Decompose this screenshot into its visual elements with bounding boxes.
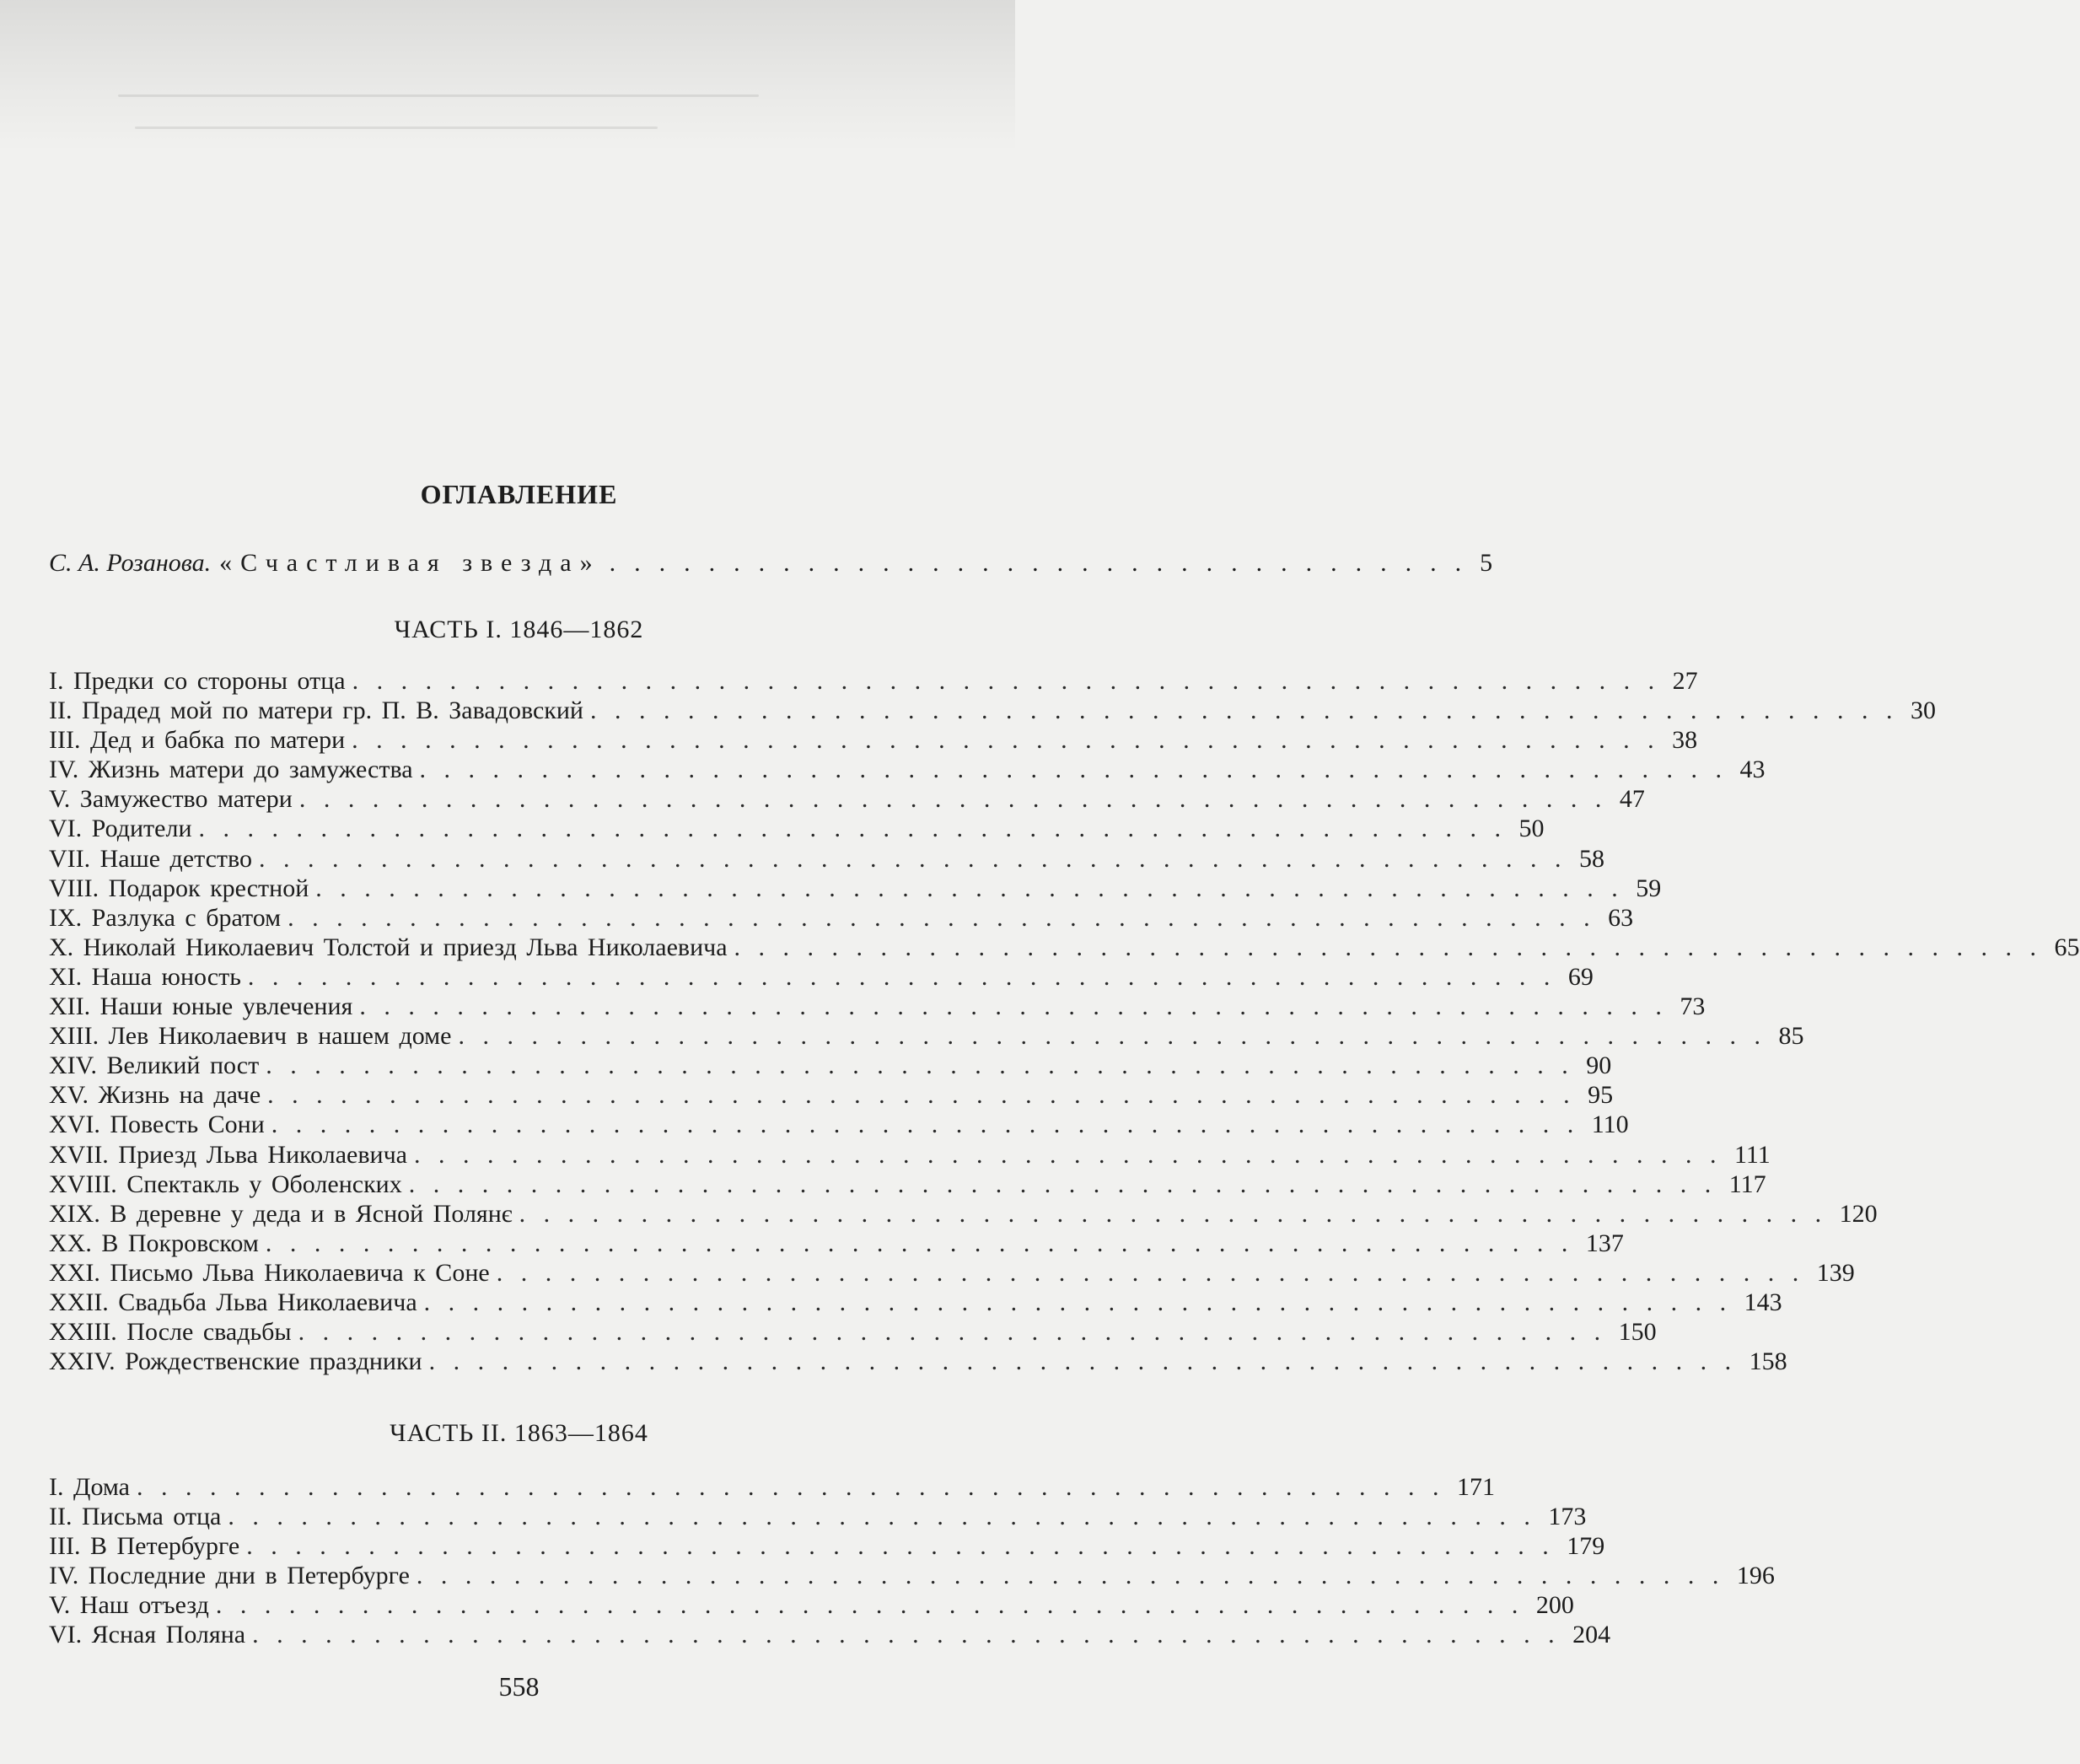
chapter-page-number: 65 xyxy=(2054,933,2080,961)
dot-leader: ...................................................... xyxy=(267,1081,1588,1110)
bleed-through-shadow xyxy=(0,0,1015,152)
toc-entry[interactable] xyxy=(49,1561,1775,1590)
dot-leader: ...................................................... xyxy=(352,726,1673,755)
chapter-title: IV. Последние дни в Петербурге xyxy=(49,1562,410,1590)
dot-leader: ...................................................... xyxy=(428,1347,1749,1376)
toc-entry[interactable] xyxy=(49,1110,1629,1139)
dot-leader: ...................................................... xyxy=(246,1532,1567,1561)
toc-entry[interactable] xyxy=(49,1170,1766,1199)
toc-title: ОГЛАВЛЕНИЕ xyxy=(420,479,618,509)
part-2-heading: ЧАСТЬ II. 1863—1864 xyxy=(390,1419,648,1447)
dot-leader: ...................................................... xyxy=(266,1051,1587,1080)
dot-leader: ...................................................... xyxy=(271,1111,1592,1139)
page-number: 558 xyxy=(498,1671,540,1702)
dot-leader: ...................................................... xyxy=(298,785,1620,814)
toc-entry[interactable] xyxy=(49,933,2080,962)
chapter-page-number: 95 xyxy=(1588,1081,1614,1110)
chapter-page-number: 59 xyxy=(1636,874,1662,902)
chapter-page-number: 43 xyxy=(1739,756,1766,784)
toc-entry[interactable] xyxy=(49,1229,1624,1258)
part-1-contents xyxy=(49,666,2080,1376)
part-1-heading: ЧАСТЬ I. 1846—1862 xyxy=(394,616,644,643)
chapter-page-number: 171 xyxy=(1456,1473,1495,1501)
chapter-page-number: 196 xyxy=(1736,1562,1775,1590)
toc-entry[interactable] xyxy=(49,992,1706,1021)
dot-leader: ................................... xyxy=(609,549,1481,577)
chapter-title: XII. Наши юные увлечения xyxy=(49,992,353,1021)
chapter-page-number: 85 xyxy=(1778,1022,1804,1051)
toc-entry[interactable] xyxy=(49,874,1662,903)
toc-entry[interactable] xyxy=(49,1140,1771,1170)
dot-leader: ...................................................... xyxy=(215,1591,1536,1620)
chapter-page-number: 63 xyxy=(1608,903,1634,932)
toc-entry[interactable] xyxy=(49,903,1634,933)
toc-entry[interactable] xyxy=(49,1051,1612,1080)
chapter-title: I. Предки со стороны отца xyxy=(49,667,346,695)
bleed-through-line xyxy=(135,126,658,129)
toc-entry[interactable] xyxy=(49,1080,1614,1110)
toc-entry[interactable] xyxy=(49,1590,1574,1620)
chapter-title: IV. Жизнь матери до замужества xyxy=(49,756,413,784)
chapter-title: VI. Ясная Поляна xyxy=(49,1621,246,1649)
chapter-title: V. Наш отъезд xyxy=(49,1591,209,1620)
toc-entry[interactable] xyxy=(49,666,1698,696)
toc-entry[interactable] xyxy=(49,1258,1855,1288)
dot-leader: ...................................................... xyxy=(298,1318,1619,1347)
dot-leader: ...................................................... xyxy=(416,1562,1737,1590)
intro-page-number: 5 xyxy=(1480,549,1493,577)
dot-leader: ...................................................... xyxy=(408,1170,1729,1198)
chapter-page-number: 117 xyxy=(1728,1170,1766,1198)
chapter-page-number: 204 xyxy=(1572,1621,1611,1649)
chapter-title: XI. Наша юность xyxy=(49,962,241,991)
intro-author: С. А. Розанова. xyxy=(49,549,212,577)
toc-entry[interactable] xyxy=(49,755,1766,784)
chapter-title: XXI. Письмо Льва Николаевича к Соне xyxy=(49,1258,490,1287)
chapter-title: VI. Родители xyxy=(49,815,192,843)
dot-leader: ...................................................... xyxy=(519,1199,1840,1228)
chapter-page-number: 58 xyxy=(1578,844,1604,873)
chapter-title: XV. Жизнь на даче xyxy=(49,1081,261,1110)
dot-leader: ...................................................... xyxy=(315,874,1637,902)
chapter-page-number: 137 xyxy=(1585,1229,1624,1257)
toc-entry[interactable] xyxy=(49,725,1698,755)
dot-leader: ...................................................... xyxy=(734,933,2055,961)
toc-entry[interactable] xyxy=(49,1317,1657,1347)
chapter-page-number: 50 xyxy=(1518,815,1545,843)
chapter-title: XIV. Великий пост xyxy=(49,1051,260,1080)
dot-leader: ...................................................... xyxy=(228,1503,1549,1531)
chapter-title: V. Замужество матери xyxy=(49,785,293,814)
toc-entry[interactable] xyxy=(49,844,1604,874)
chapter-page-number: 38 xyxy=(1672,726,1698,755)
chapter-title: XVIII. Спектакль у Оболенских xyxy=(49,1170,402,1198)
chapter-title: VIII. Подарок крестной xyxy=(49,874,309,902)
toc-entry[interactable] xyxy=(49,1199,1878,1229)
chapter-title: II. Прадед мой по матери гр. П. В. Завадовский xyxy=(49,696,583,725)
toc-entry[interactable] xyxy=(49,1472,1495,1502)
chapter-title: II. Письма отца xyxy=(49,1503,222,1531)
chapter-title: X. Николай Николаевич Толстой и приезд Льва Николаевича xyxy=(49,933,728,961)
toc-entry[interactable] xyxy=(49,1531,1605,1561)
dot-leader: ...................................................... xyxy=(589,696,1911,725)
chapter-title: XXII. Свадьба Льва Николаевича xyxy=(49,1288,417,1316)
chapter-page-number: 73 xyxy=(1680,992,1706,1021)
chapter-title: XVII. Приезд Льва Николаевича xyxy=(49,1140,407,1169)
part-2-contents xyxy=(49,1472,1775,1650)
dot-leader: ...................................................... xyxy=(247,962,1568,991)
toc-entry[interactable] xyxy=(49,962,1594,992)
chapter-page-number: 47 xyxy=(1619,785,1645,814)
chapter-page-number: 179 xyxy=(1567,1532,1605,1561)
chapter-page-number: 111 xyxy=(1734,1140,1771,1169)
chapter-page-number: 143 xyxy=(1744,1288,1782,1316)
intro-work-title: «Счастливая звезда» xyxy=(219,549,601,577)
chapter-page-number: 27 xyxy=(1672,667,1698,695)
chapter-page-number: 120 xyxy=(1839,1199,1878,1228)
chapter-title: XVI. Повесть Сони xyxy=(49,1111,265,1139)
bleed-through-line xyxy=(118,94,759,97)
toc-entry[interactable] xyxy=(49,1021,1804,1051)
toc-entry[interactable] xyxy=(49,1347,1787,1376)
chapter-title: XX. В Покровском xyxy=(49,1229,259,1257)
chapter-page-number: 69 xyxy=(1567,962,1594,991)
chapter-page-number: 200 xyxy=(1535,1591,1574,1620)
toc-entry[interactable] xyxy=(49,1620,1611,1649)
chapter-title: III. Дед и бабка по матери xyxy=(49,726,346,755)
intro-entry[interactable] xyxy=(49,549,1493,578)
chapter-title: XXIV. Рождественские праздники xyxy=(49,1347,422,1376)
chapter-title: XXIII. После свадьбы xyxy=(49,1318,292,1347)
toc-entry[interactable] xyxy=(49,1288,1782,1317)
chapter-page-number: 30 xyxy=(1910,696,1936,725)
chapter-title: IX. Разлука с братом xyxy=(49,903,282,932)
chapter-page-number: 150 xyxy=(1618,1318,1657,1347)
dot-leader: ...................................................... xyxy=(352,667,1673,695)
toc-entry[interactable] xyxy=(49,784,1645,814)
chapter-title: I. Дома xyxy=(49,1473,130,1501)
chapter-title: XIII. Лев Николаевич в нашем доме xyxy=(49,1022,452,1051)
chapter-page-number: 110 xyxy=(1591,1111,1629,1139)
toc-entry[interactable] xyxy=(49,814,1545,843)
dot-leader: ...................................................... xyxy=(136,1473,1457,1501)
dot-leader: ...................................................... xyxy=(265,1229,1586,1257)
dot-leader: ...................................................... xyxy=(258,844,1579,873)
dot-leader: ...................................................... xyxy=(458,1022,1779,1051)
dot-leader: ...................................................... xyxy=(423,1288,1744,1316)
chapter-page-number: 173 xyxy=(1548,1503,1587,1531)
dot-leader: ...................................................... xyxy=(288,903,1609,932)
chapter-page-number: 158 xyxy=(1749,1347,1787,1376)
dot-leader: ...................................................... xyxy=(252,1621,1573,1649)
chapter-title: XIX. В деревне у деда и в Ясной Полянє xyxy=(49,1199,513,1228)
chapter-page-number: 139 xyxy=(1816,1258,1855,1287)
chapter-page-number: 90 xyxy=(1586,1051,1612,1080)
dot-leader: ...................................................... xyxy=(496,1258,1817,1287)
chapter-title: VII. Наше детство xyxy=(49,844,252,873)
toc-entry[interactable] xyxy=(49,1502,1587,1531)
dot-leader: ...................................................... xyxy=(198,815,1519,843)
chapter-title: III. В Петербурге xyxy=(49,1532,240,1561)
toc-entry[interactable] xyxy=(49,696,1936,725)
dot-leader: ...................................................... xyxy=(419,756,1740,784)
dot-leader: ...................................................... xyxy=(359,992,1680,1021)
dot-leader: ...................................................... xyxy=(414,1140,1734,1169)
